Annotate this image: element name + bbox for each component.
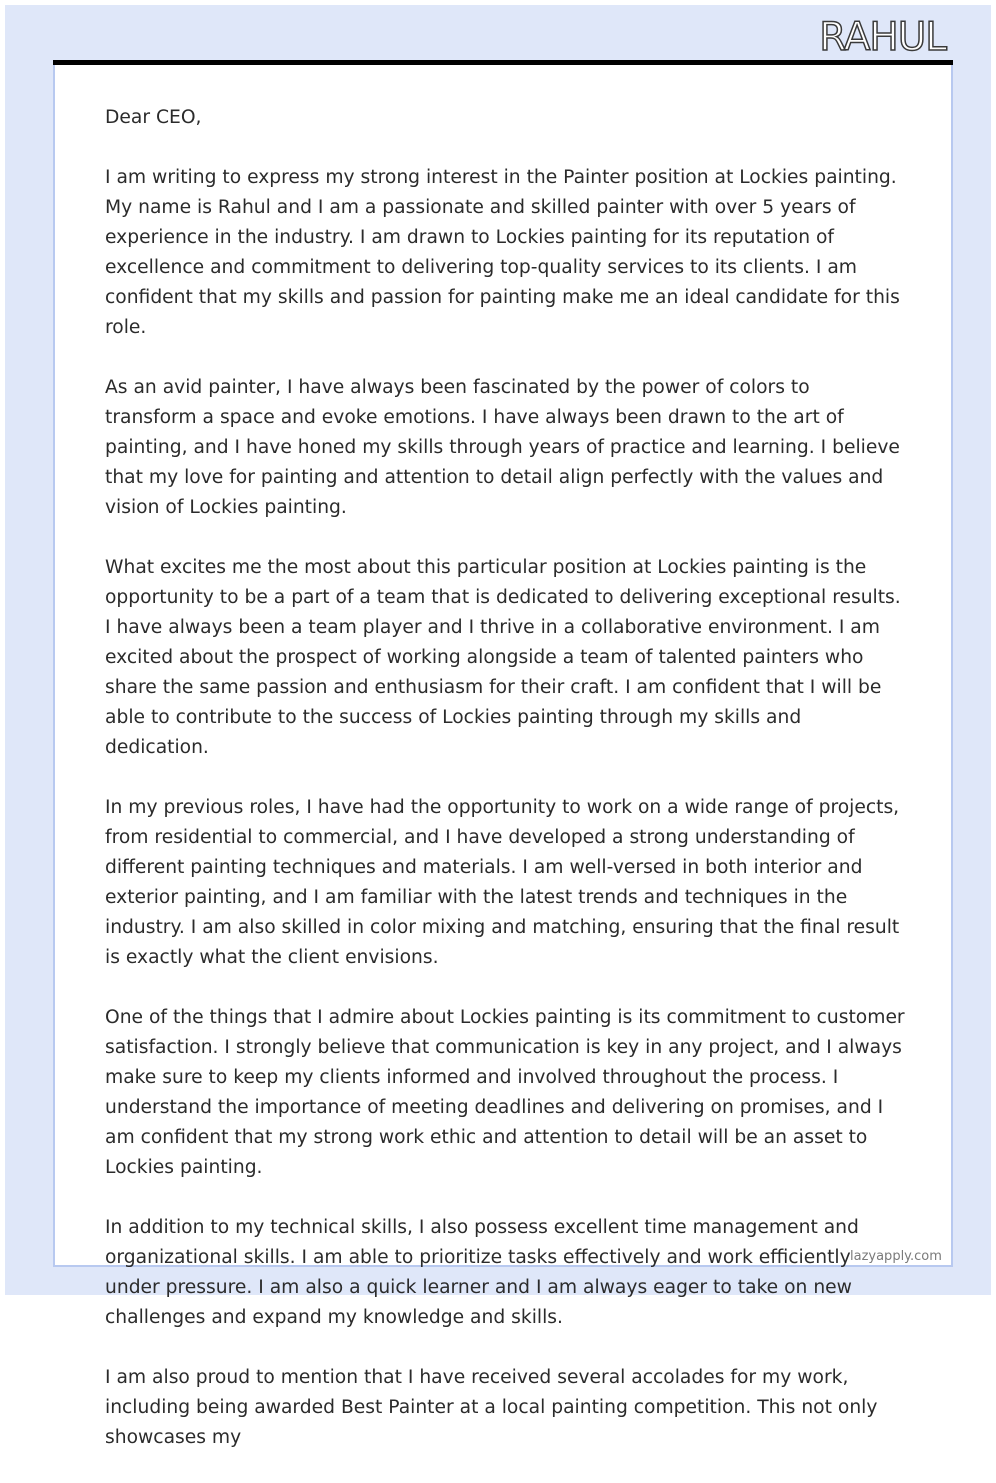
applicant-name: RAHUL: [819, 15, 946, 60]
paragraph-1: I am writing to express my strong interest in the Painter position at Lockies painting. My name is Rahul and I am a passionate and skilled painter with over 5 years of experience in the industry. I am drawn to Lockies painting for its reputation of excellence and commitment to delivering top-quality services to its clients. I am confident that my skills and passion for painting make me an ideal candidate for this role.: [105, 167, 900, 338]
page-background: [5, 5, 991, 1448]
paragraph-5: One of the things that I admire about Lockies painting is its commitment to customer satisfaction. I strongly believe that communication is key in any project, and I always make sure to keep my clients informed and involved throughout the process. I understand the importance of meeting deadlines and delivering on promises, and I am confident that my strong work ethic and attention to detail will be an asset to Lockies painting.: [105, 1007, 905, 1178]
paragraph-6: In addition to my technical skills, I also possess excellent time management and organizational skills. I am able to prioritize tasks effectively and work efficiently under pressure. I am also a quick learner and I am always eager to take on new challenges and expand my knowledge and skills.: [105, 1217, 859, 1328]
header-rule: [53, 60, 953, 65]
cover-letter-body: [105, 103, 905, 1483]
salutation: Dear CEO,: [105, 107, 202, 128]
paragraph-4: In my previous roles, I have had the opportunity to work on a wide range of projects, from residential to commercial, and I have developed a strong understanding of different painting techniques and materials. I am well-versed in both interior and exterior painting, and I am familiar with the latest trends and techniques in the industry. I am also skilled in color mixing and matching, ensuring that the final result is exactly what the client envisions.: [105, 797, 900, 968]
paragraph-2: As an avid painter, I have always been fascinated by the power of colors to transform a space and evoke emotions. I have always been drawn to the art of painting, and I have honed my skills through years of practice and learning. I believe that my love for painting and attention to detail align perfectly with the values and vision of Lockies painting.: [105, 377, 900, 518]
watermark: lazyapply.com: [850, 1249, 942, 1264]
paragraph-3: What excites me the most about this particular position at Lockies painting is the opportunity to be a part of a team that is dedicated to delivering exceptional results. I have always been a team player and I thrive in a collaborative environment. I am excited about the prospect of working alongside a team of talented painters who share the same passion and enthusiasm for their craft. I am confident that I will be able to contribute to the success of Lockies painting through my skills and dedication.: [105, 557, 901, 758]
paragraph-7: I am also proud to mention that I have received several accolades for my work, including being awarded Best Painter at a local painting competition. This not only showcases my: [105, 1367, 878, 1448]
